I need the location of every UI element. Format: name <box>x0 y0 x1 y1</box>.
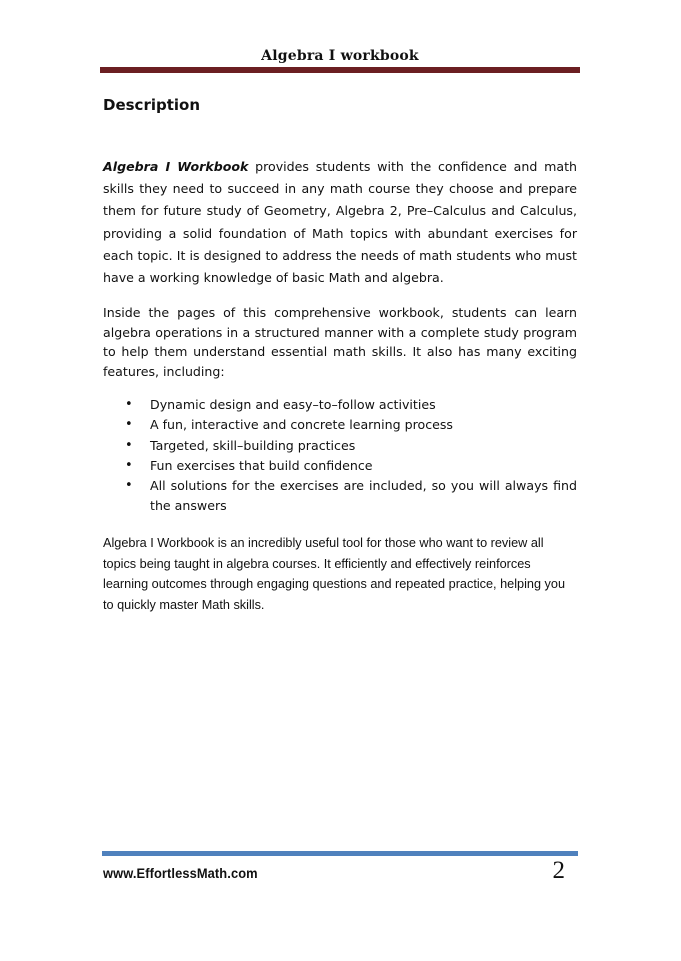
header-rule <box>100 67 580 73</box>
bullet-icon: • <box>125 478 133 494</box>
list-item-text: Fun exercises that build confidence <box>150 457 373 473</box>
footer-rule <box>102 851 578 856</box>
intro-paragraph-text: provides students with the confidence and math skills they need to succeed in any math course they choose and prepare them for future study of Geometry, Algebra 2, Pre–Calculus and Calculus, providing a solid foundation of Math topics with abundant exercises for each topic. It is designed to address the needs of math students who must have a working knowledge of basic Math and algebra. <box>103 159 577 286</box>
book-title-lead: Algebra I Workbook <box>103 159 249 174</box>
list-item-text: Dynamic design and easy–to–follow activities <box>150 397 436 412</box>
list-item-text: All solutions for the exercises are included, so you will always find the answers <box>150 478 577 513</box>
list-item <box>103 415 577 435</box>
bullet-icon: • <box>125 457 133 473</box>
footer-website-link[interactable]: www.EffortlessMath.com <box>103 865 258 881</box>
intro-paragraph <box>103 156 577 289</box>
section-title: Description <box>103 96 201 114</box>
bullet-icon: • <box>125 417 133 433</box>
features-list <box>103 395 577 516</box>
running-header: Algebra I workbook <box>261 48 419 64</box>
list-item <box>103 395 577 415</box>
list-item <box>103 476 577 515</box>
features-intro-paragraph: Inside the pages of this comprehensive workbook, students can learn algebra operations in a structured manner with a complete study program to help them understand essential math skills. It also has many exciting features, including: <box>103 305 577 379</box>
list-item-text: A fun, interactive and concrete learning process <box>150 417 453 433</box>
summary-paragraph: Algebra I Workbook is an incredibly useful tool for those who want to review all topics being taught in algebra courses. It efficiently and effectively reinforces learning outcomes through engaging questions and repeated practice, helping you to quickly master Math skills. <box>103 536 566 612</box>
list-item <box>103 436 577 456</box>
page-number: 2 <box>552 857 565 884</box>
list-item-text: Targeted, skill–building practices <box>150 437 356 453</box>
bullet-icon: • <box>125 437 133 453</box>
bullet-icon: • <box>125 397 133 412</box>
list-item <box>103 456 577 476</box>
